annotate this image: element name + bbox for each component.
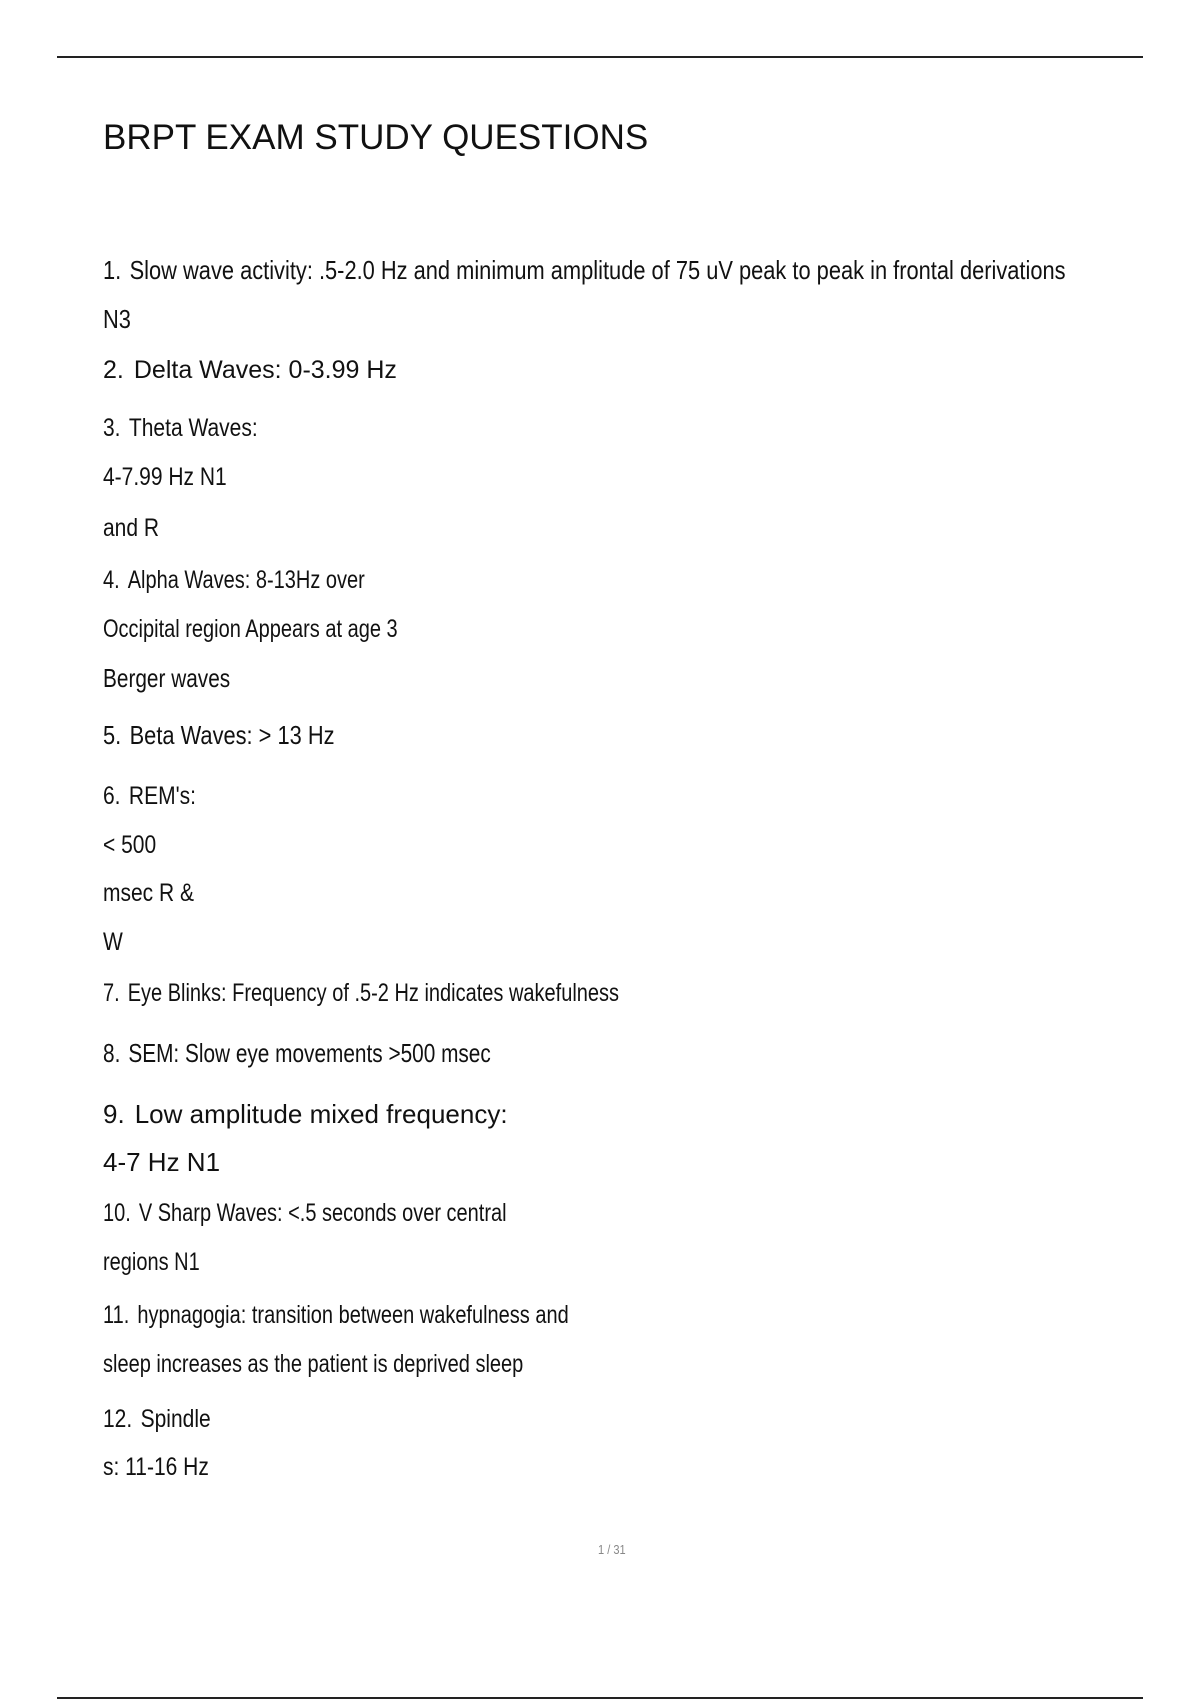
list-item-2 [103,358,397,383]
document-title: BRPT EXAM STUDY QUESTIONS [103,118,649,157]
item-text: hypnagogia: transition between wakefulness and [137,1301,569,1329]
item-number: 10. [103,1199,131,1227]
list-item-11 [103,1303,569,1328]
item-number: 11. [103,1301,130,1329]
item-text: Delta Waves: 0-3.99 Hz [133,356,397,384]
list-item-1-continuation: N3 [103,304,131,334]
item-text: Spindle [140,1405,211,1433]
list-item-6-continuation: < 500 [103,831,157,859]
list-item-6-continuation: msec R & [103,879,195,907]
list-item-9-continuation: 4-7 Hz N1 [103,1147,221,1177]
list-item-3 [103,416,258,441]
item-number: 1. [103,255,122,285]
list-item-8 [103,1040,491,1066]
list-item-9 [103,1101,508,1127]
list-item-7 [103,981,619,1006]
item-text: Theta Waves: [128,414,258,442]
item-number: 3. [103,414,121,442]
page-number: 1 / 31 [598,1542,626,1557]
list-item-3-continuation: 4-7.99 Hz N1 [103,463,227,491]
list-item-6-continuation: W [103,928,123,956]
list-item-4-continuation: Occipital region Appears at age 3 [103,615,398,643]
list-item-4-continuation: Berger waves [103,663,231,693]
list-item-12 [103,1407,211,1432]
item-text: REM's: [128,782,196,810]
item-number: 12. [103,1405,133,1433]
item-number: 4. [103,566,120,594]
top-rule [57,56,1143,58]
item-text: SEM: Slow eye movements >500 msec [128,1038,491,1068]
item-text: Alpha Waves: 8-13Hz over [127,566,365,594]
list-item-10-continuation: regions N1 [103,1248,200,1276]
item-number: 8. [103,1038,121,1068]
item-number: 6. [103,782,121,810]
bottom-rule [57,1697,1143,1699]
list-item-11-continuation: sleep increases as the patient is deprived sleep [103,1350,524,1378]
item-number: 5. [103,720,122,750]
item-text: V Sharp Waves: <.5 seconds over central [138,1199,507,1227]
list-item-10 [103,1201,507,1226]
list-item-6 [103,784,196,809]
item-text: Slow wave activity: .5-2.0 Hz and minimum amplitude of 75 uV peak to peak in frontal derivations [129,255,1066,285]
item-text: Beta Waves: > 13 Hz [129,720,335,750]
list-item-12-continuation: s: 11-16 Hz [103,1453,209,1481]
list-item-3-continuation: and R [103,514,160,542]
item-number: 2. [103,356,124,384]
item-text: Low amplitude mixed frequency: [134,1099,508,1129]
list-item-4 [103,568,365,593]
list-item-5 [103,722,335,748]
item-number: 9. [103,1099,125,1129]
list-item-1 [103,257,1066,283]
item-number: 7. [103,979,120,1007]
item-text: Eye Blinks: Frequency of .5-2 Hz indicates wakefulness [127,979,620,1007]
